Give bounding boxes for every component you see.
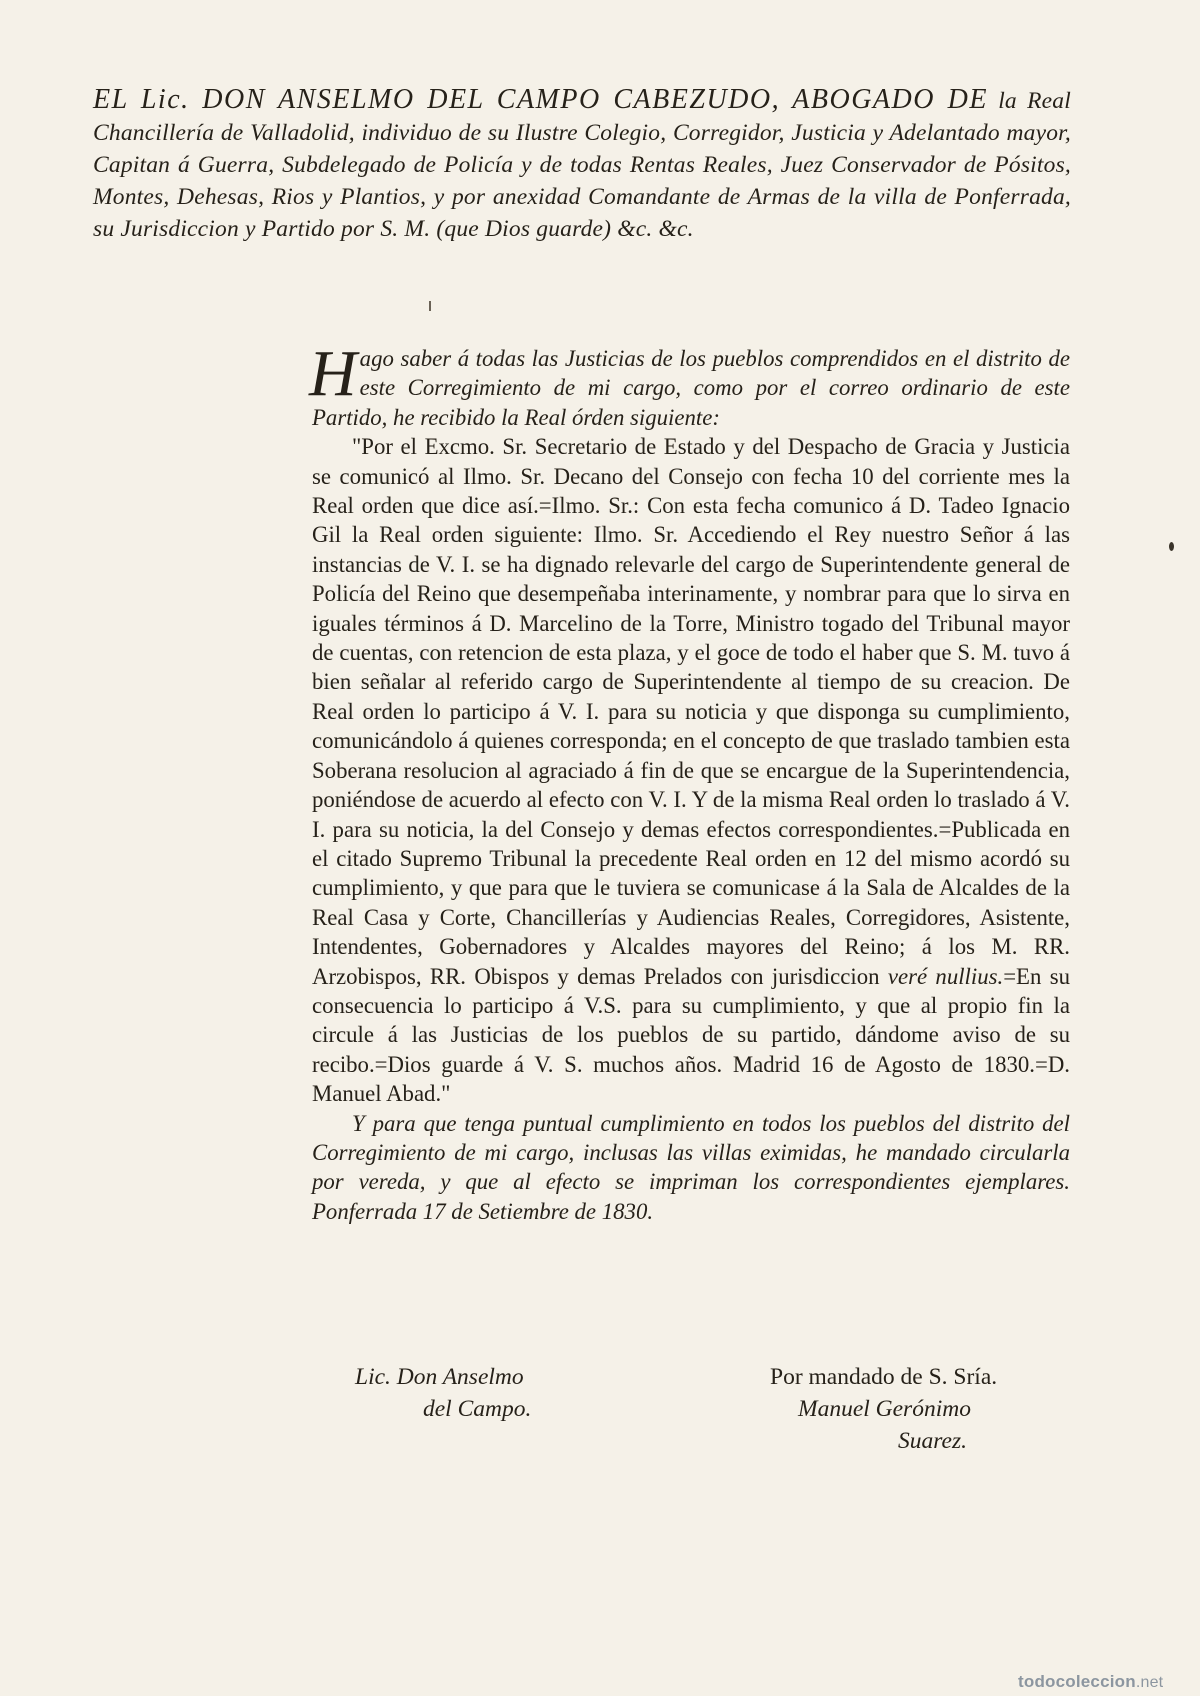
signature-right-line-3: Suarez.: [898, 1428, 967, 1454]
heading-lead: EL Lic. DON ANSELMO DEL CAMPO CABEZUDO, ABOGADO DE: [93, 84, 988, 115]
royal-order-paragraph: [312, 432, 1070, 1108]
watermark-brand: todocoleccion: [1018, 1672, 1136, 1691]
ink-mark: [429, 301, 431, 311]
document-body: [309, 337, 1070, 1226]
royal-order-text-a: "Por el Excmo. Sr. Secretario de Estado y del Despacho de Gracia y Justicia se comunicó al Ilmo. Sr. Decano del Consejo con fecha 10 del corriente mes la Real orden que dice así.=Ilmo. Sr.: Con esta fecha comunico á D. Tadeo Ignacio Gil la Real orden siguiente: Ilmo. Sr. Accediendo el Rey nuestro Señor á las instancias de V. I. se ha dignado relevarle del cargo de Superintendente general de Policía del Reino que desempeñaba interinamente, y nombrar para que lo sirva en iguales términos á D. Marcelino de la Torre, Ministro togado del Tribunal mayor de cuentas, con retencion de esta plaza, y el goce de todo el haber que S. M. tuvo á bien señalar al referido cargo de Superintendente al tiempo de su creacion. De Real orden lo participo á V. I. para su noticia y que disponga su cumplimiento, comunicándolo á quienes corresponda; en el concepto de que traslado tambien esta Soberana resolucion al agraciado á fin de que se encargue de la Superintendencia, poniéndose de acuerdo al efecto con V. I. Y de la misma Real orden lo traslado á V. I. para su noticia, la del Consejo y demas efectos correspondientes.=Publicada en el citado Supremo Tribunal la precedente Real orden en 12 del mismo acordó su cumplimiento, y que para que le tuviera se comunicase á la Sala de Alcaldes de la Real Casa y Corte, Chancillerías y Audiencias Reales, Corregidores, Asistente, Intendentes, Gobernadores y Alcaldes mayores del Reino; á los M. RR. Arzobispos, RR. Obispos y demas Prelados con jurisdiccion: [312, 434, 1070, 989]
signature-right-line-2: Manuel Gerónimo: [798, 1396, 971, 1422]
intro-paragraph: [309, 337, 1070, 432]
signature-right-line-1: Por mandado de S. Sría.: [770, 1364, 998, 1390]
signature-left: [355, 1361, 615, 1425]
ink-spot: [1169, 542, 1174, 551]
document-heading: [93, 84, 1071, 245]
closing-paragraph: Y para que tenga puntual cumplimiento en todos los pueblos del distrito del Corregimiento de mi cargo, inclusas las villas eximidas, he mandado circularla por vereda, y que al efecto se impriman los correspondientes ejemplares. Ponferrada 17 de Setiembre de 1830.: [312, 1110, 1070, 1224]
signature-left-line-1: Lic. Don Anselmo: [355, 1364, 524, 1390]
drop-cap: H: [309, 337, 357, 410]
watermark: [1018, 1672, 1163, 1692]
watermark-suffix: .net: [1135, 1674, 1164, 1691]
royal-order-text-b: =En su consecuencia lo participo á V.S. para su cumplimiento, y que al propio fin la circule á las Justicias de los pueblos de su partido, dándome aviso de su recibo.=Dios guarde á V. S. muchos años. Madrid 16 de Agosto de 1830.=D. Manuel Abad.": [312, 963, 1070, 1107]
signature-left-line-2: del Campo.: [423, 1396, 532, 1422]
heading-text: la Real Chancillería de Valladolid, individuo de su Ilustre Colegio, Corregidor, Justicia y Adelantado mayor, Capitan á Guerra, Subdelegado de Policía y de todas Rentas Reales, Juez Conservador de Pósitos, Montes, Dehesas, Rios y Plantios, y por anexidad Comandante de Armas de la villa de Ponferrada, su Jurisdiccion y Partido por S. M. (que Dios guarde) &c. &c.: [93, 88, 1071, 242]
intro-text: ago saber á todas las Justicias de los pueblos comprendidos en el distrito de este Corregimiento de mi cargo, como por el correo ordinario de este Partido, he recibido la Real órden siguiente:: [312, 346, 1070, 430]
royal-order-latin: veré nullius.: [887, 963, 1004, 989]
signature-right: [770, 1361, 1090, 1457]
